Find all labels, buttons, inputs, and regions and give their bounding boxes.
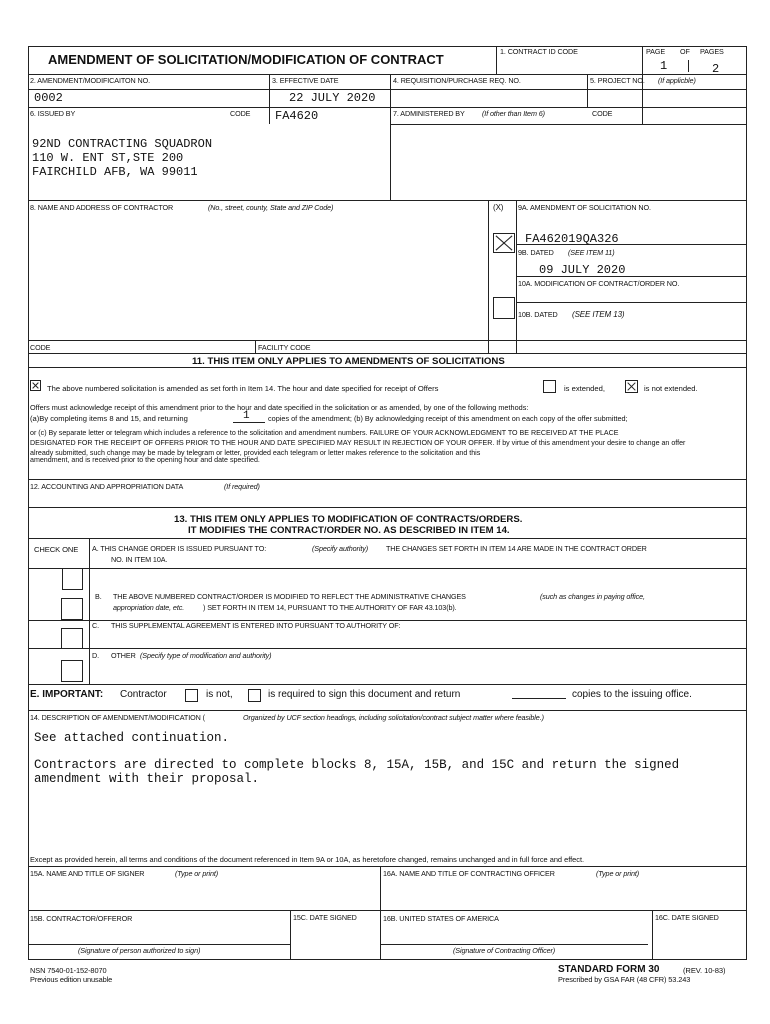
- dated-9b-value[interactable]: 09 JULY 2020: [539, 263, 626, 277]
- date-signed-16c-label: 16C. DATE SIGNED: [655, 913, 719, 922]
- rule: [28, 353, 747, 354]
- rule: [28, 684, 747, 685]
- section-11-line6: already submitted, such change may be made by telegram or letter, provided each telegram or letter makes reference to the solicitation and this: [30, 449, 481, 457]
- modification-no-label: 10A. MODIFICATION OF CONTRACT/ORDER NO.: [518, 279, 680, 288]
- of-label: OF: [680, 47, 690, 56]
- signature-line: [380, 944, 648, 945]
- section-11-line4: or (c) By separate letter or telegram which includes a reference to the solicitation and amendment numbers. FAILURE OF YOUR ACKNOWLEDGMENT TO BE RECEIVED AT THE PLACE: [30, 429, 619, 437]
- section-11-line7: amendment, and is received prior to the opening hour and date specified.: [30, 456, 260, 464]
- page-number[interactable]: 1: [660, 59, 668, 73]
- section-11-line3b: copies of the amendment; (b) By acknowledging receipt of this amendment on each copy of the offer submitted;: [268, 414, 628, 423]
- option-b-checkbox[interactable]: [61, 598, 83, 620]
- rule: [290, 910, 291, 959]
- contractor-signature-caption: (Signature of person authorized to sign): [78, 946, 201, 955]
- signer-note: (Type or print): [175, 869, 219, 878]
- check-x-icon: [494, 234, 514, 252]
- rule: [28, 74, 747, 75]
- rule: [652, 910, 653, 959]
- section-11-heading: 11. THIS ITEM ONLY APPLIES TO AMENDMENTS OF SOLICITATIONS: [192, 356, 505, 367]
- dated-9b-note: (SEE ITEM 11): [568, 248, 615, 257]
- section-11-line3a: (a)By completing items 8 and 15, and returning: [30, 414, 188, 423]
- page-divider: [688, 60, 689, 72]
- rule: [516, 200, 517, 353]
- total-pages[interactable]: 2: [712, 62, 720, 76]
- description-note: Organized by UCF section headings, including solicitation/contract subject matter where feasible.): [243, 713, 544, 722]
- rule: [28, 538, 747, 539]
- contractor-note: (No., street, county, State and ZIP Code): [208, 203, 334, 212]
- rule: [28, 107, 747, 108]
- effective-date-value[interactable]: 22 JULY 2020: [289, 91, 376, 105]
- rule: [269, 74, 270, 107]
- rule: [28, 866, 747, 867]
- option-b-text-1: THE ABOVE NUMBERED CONTRACT/ORDER IS MODIFIED TO REFLECT THE ADMINISTRATIVE CHANGES: [113, 592, 466, 601]
- option-d-note: (Specify type of modification and authority): [140, 651, 272, 660]
- rule: [28, 367, 747, 368]
- dated-9b-label: 9B. DATED: [518, 248, 554, 257]
- requisition-label: 4. REQUISITION/PURCHASE REQ. NO.: [393, 76, 521, 85]
- administered-by-code-label: CODE: [592, 109, 613, 118]
- rule: [28, 479, 747, 480]
- option-d-checkbox[interactable]: [61, 660, 83, 682]
- standard-form-label: STANDARD FORM 30: [558, 964, 660, 975]
- section-13-heading-2: IT MODIFIES THE CONTRACT/ORDER NO. AS DESCRIBED IN ITEM 14.: [188, 525, 510, 536]
- rule: [587, 74, 588, 107]
- rule: [28, 200, 747, 201]
- issued-by-code-value[interactable]: FA4620: [275, 109, 319, 123]
- option-a-text-1: A. THIS CHANGE ORDER IS ISSUED PURSUANT TO:: [92, 544, 267, 553]
- amendment-no-value[interactable]: 0002: [34, 91, 63, 105]
- solicitation-no-value[interactable]: FA462019QA326: [525, 232, 619, 246]
- description-text-2b: amendment with their proposal.: [34, 772, 260, 786]
- page-label: PAGE: [646, 47, 666, 56]
- project-no-note: (If applicble): [658, 76, 696, 85]
- option-a-note: (Specify authority): [312, 544, 369, 553]
- option-c-checkbox[interactable]: [61, 628, 83, 649]
- effective-date-label: 3. EFFECTIVE DATE: [272, 76, 339, 85]
- important-label: E. IMPORTANT:: [30, 689, 104, 700]
- description-text-1: See attached continuation.: [34, 731, 230, 745]
- rule: [496, 46, 497, 74]
- previous-edition-text: Previous edition unusable: [30, 975, 113, 984]
- contractor-label: 8. NAME AND ADDRESS OF CONTRACTOR: [30, 203, 174, 212]
- section-11-line5: DESIGNATED FOR THE RECEIPT OF OFFERS PRIOR TO THE HOUR AND DATE SPECIFIED MAY RESULT IN REJECTION OF YOUR OFFER. If by virtue of this amendment your desire to change an offer: [30, 439, 686, 447]
- description-label: 14. DESCRIPTION OF AMENDMENT/MODIFICATION (: [30, 713, 205, 722]
- contractor-text: Contractor: [120, 689, 167, 700]
- rule-left: [28, 46, 29, 959]
- rule: [28, 710, 747, 711]
- is-required-text: is required to sign this document and return: [268, 689, 461, 700]
- x-column-label: (X): [493, 203, 504, 212]
- issued-by-code-label: CODE: [230, 109, 251, 118]
- rule: [89, 538, 90, 684]
- section-11-line1: The above numbered solicitation is amended as set forth in Item 14. The hour and date specified for receipt of Offers: [47, 384, 439, 393]
- check-x-icon: [626, 381, 637, 392]
- rule-top: [28, 46, 747, 47]
- administered-by-label: 7. ADMINISTERED BY: [393, 109, 465, 118]
- project-no-label: 5. PROJECT NO.: [590, 76, 645, 85]
- copies-underline: [233, 422, 265, 423]
- contracting-officer-label: 16A. NAME AND TITLE OF CONTRACTING OFFICER: [383, 869, 555, 878]
- accounting-note: (If required): [224, 482, 260, 491]
- issuer-address-line: 110 W. ENT ST,STE 200: [32, 151, 184, 165]
- solicitation-no-label: 9A. AMENDMENT OF SOLICITATION NO.: [518, 203, 651, 212]
- is-not-checkbox[interactable]: [185, 689, 198, 702]
- signer-label: 15A. NAME AND TITLE OF SIGNER: [30, 869, 145, 878]
- usa-label: 16B. UNITED STATES OF AMERICA: [383, 914, 499, 923]
- revision-text: (REV. 10-83): [683, 966, 726, 975]
- contractor-offeror-label: 15B. CONTRACTOR/OFFEROR: [30, 914, 133, 923]
- prescribed-text: Prescribed by GSA FAR (48 CFR) 53.243: [558, 975, 691, 984]
- section-11-line2: Offers must acknowledge receipt of this amendment prior to the hour and date specified in the solicitation or as amended, by one of the following methods:: [30, 403, 529, 412]
- copies-to-text: copies to the issuing office.: [572, 689, 692, 700]
- officer-signature-caption: (Signature of Contracting Officer): [453, 946, 556, 955]
- option-d-text: OTHER: [111, 651, 136, 660]
- option-a-text-2: THE CHANGES SET FORTH IN ITEM 14 ARE MADE IN THE CONTRACT ORDER: [386, 544, 647, 553]
- description-text-2a: Contractors are directed to complete blocks 8, 15A, 15B, and 15C and return the signed: [34, 758, 680, 772]
- amended-checkbox[interactable]: [30, 380, 41, 391]
- copies-blank[interactable]: [512, 698, 566, 699]
- amendment-checkbox[interactable]: [493, 233, 515, 253]
- extended-checkbox[interactable]: [543, 380, 556, 393]
- rule: [28, 910, 747, 911]
- contractor-code-label: CODE: [30, 343, 51, 352]
- rule: [28, 89, 747, 90]
- dated-10b-note: (SEE ITEM 13): [572, 310, 625, 319]
- is-required-checkbox[interactable]: [248, 689, 261, 702]
- not-extended-checkbox[interactable]: [625, 380, 638, 393]
- not-extended-label: is not extended.: [644, 384, 698, 393]
- issuer-address-line: 92ND CONTRACTING SQUADRON: [32, 137, 213, 151]
- option-b-text-2-italic: appropriation date, etc.: [113, 603, 185, 612]
- contracting-officer-note: (Type or print): [596, 869, 640, 878]
- rule-bottom: [28, 959, 747, 960]
- option-a-checkbox[interactable]: [62, 568, 83, 590]
- option-b-text-2: ) SET FORTH IN ITEM 14, PURSUANT TO THE AUTHORITY OF FAR 43.103(b).: [203, 603, 457, 612]
- option-c-letter: C.: [92, 621, 99, 630]
- dated-10b-label: 10B. DATED: [518, 310, 558, 319]
- rule: [488, 200, 489, 353]
- rule: [390, 124, 747, 125]
- rule: [28, 340, 747, 341]
- administered-by-note: (If other than Item 6): [482, 109, 545, 118]
- date-signed-15c-label: 15C. DATE SIGNED: [293, 913, 357, 922]
- rule: [642, 107, 643, 124]
- rule: [255, 340, 256, 353]
- rule: [269, 107, 270, 124]
- copies-count[interactable]: 1: [243, 410, 250, 422]
- contract-id-label: 1. CONTRACT ID CODE: [500, 47, 578, 56]
- nsn-text: NSN 7540-01-152-8070: [30, 966, 107, 975]
- rule: [28, 648, 747, 649]
- rule: [28, 568, 747, 569]
- issuer-address-line: FAIRCHILD AFB, WA 99011: [32, 165, 198, 179]
- is-extended-label: is extended,: [564, 384, 605, 393]
- rule: [516, 302, 747, 303]
- check-one-label: CHECK ONE: [34, 545, 79, 554]
- except-text: Except as provided herein, all terms and conditions of the document referenced in Item 9A or 10A, as heretofore changed, remains unchanged and in full force and effect.: [30, 855, 585, 864]
- accounting-label: 12. ACCOUNTING AND APPROPRIATION DATA: [30, 482, 184, 491]
- option-a-text-3: NO. IN ITEM 10A.: [111, 555, 168, 564]
- rule: [390, 74, 391, 200]
- facility-code-label: FACILITY CODE: [258, 343, 311, 352]
- rule: [28, 507, 747, 508]
- option-d-letter: D.: [92, 651, 99, 660]
- is-not-text: is not,: [206, 689, 233, 700]
- check-x-icon: [31, 381, 40, 390]
- option-b-note: (such as changes in paying office,: [540, 592, 645, 601]
- rule: [380, 866, 381, 959]
- rule-right: [746, 46, 747, 959]
- option-b-letter: B.: [95, 592, 102, 601]
- issued-by-label: 6. ISSUED BY: [30, 109, 76, 118]
- option-c-text: THIS SUPPLEMENTAL AGREEMENT IS ENTERED INTO PURSUANT TO AUTHORITY OF:: [111, 621, 401, 630]
- amendment-no-label: 2. AMENDMENT/MODIFICAITON NO.: [30, 76, 150, 85]
- modification-checkbox[interactable]: [493, 297, 515, 319]
- pages-label: PAGES: [700, 47, 724, 56]
- form-title: AMENDMENT OF SOLICITATION/MODIFICATION OF CONTRACT: [48, 52, 444, 67]
- section-13-heading-1: 13. THIS ITEM ONLY APPLIES TO MODIFICATION OF CONTRACTS/ORDERS.: [174, 514, 523, 525]
- signature-line: [28, 944, 290, 945]
